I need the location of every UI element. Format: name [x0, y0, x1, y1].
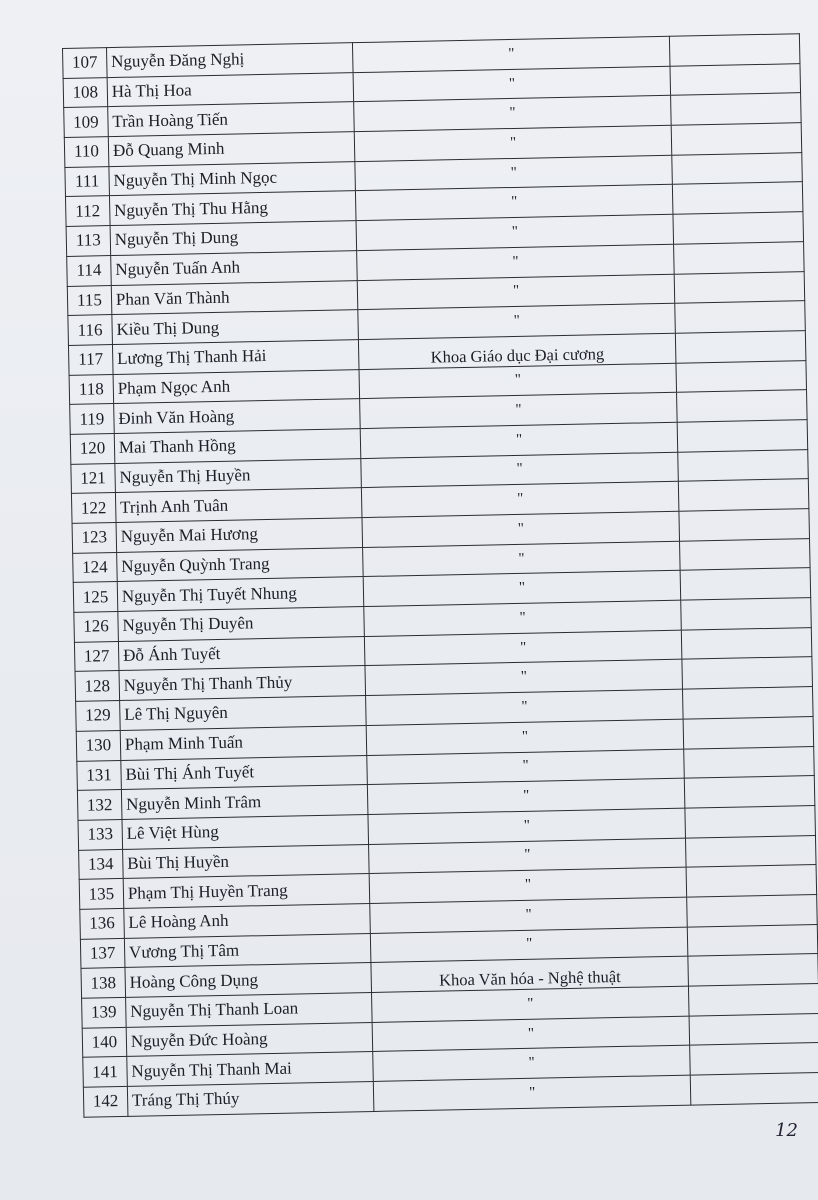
unit-cell: "	[366, 719, 684, 755]
unit-cell: "	[354, 96, 672, 132]
note-cell	[682, 657, 812, 689]
name-cell: Nguyễn Thị Thanh Mai	[127, 1052, 374, 1087]
name-cell: Nguyễn Đức Hoàng	[126, 1022, 373, 1057]
row-number-cell: 128	[75, 671, 119, 702]
note-cell	[689, 1013, 818, 1045]
unit-cell: "	[355, 155, 673, 191]
page-number: 12	[775, 1120, 798, 1141]
unit-cell: "	[361, 482, 679, 518]
row-number-cell: 134	[79, 849, 123, 880]
row-number-cell: 118	[69, 374, 113, 405]
note-cell	[680, 538, 810, 570]
note-cell	[674, 271, 804, 303]
name-cell: Nguyễn Tuấn Anh	[111, 250, 358, 285]
unit-cell: "	[368, 808, 686, 844]
note-cell	[679, 479, 809, 511]
row-number-cell: 120	[70, 433, 114, 464]
note-cell	[684, 746, 814, 778]
name-cell: Nguyễn Thị Thanh Loan	[125, 992, 372, 1027]
staff-table	[62, 33, 818, 1117]
note-cell	[682, 627, 812, 659]
row-number-cell: 116	[68, 315, 112, 346]
row-number-cell: 127	[74, 641, 118, 672]
name-cell: Nguyễn Đăng Nghị	[106, 43, 353, 78]
note-cell	[677, 420, 807, 452]
unit-cell: "	[362, 511, 680, 547]
name-cell: Trần Hoàng Tiến	[108, 102, 355, 137]
unit-cell: "	[359, 363, 677, 399]
note-cell	[670, 34, 800, 66]
unit-cell: "	[354, 125, 672, 161]
note-cell	[687, 894, 817, 926]
unit-cell: "	[353, 66, 671, 102]
row-number-cell: 111	[65, 166, 109, 197]
unit-cell: "	[369, 867, 687, 903]
row-number-cell: 137	[80, 938, 124, 969]
note-cell	[688, 954, 818, 986]
name-cell: Đỗ Quang Minh	[108, 132, 355, 167]
name-cell: Kiều Thị Dung	[112, 310, 359, 345]
row-number-cell: 142	[83, 1086, 127, 1117]
note-cell	[688, 924, 818, 956]
note-cell	[680, 568, 810, 600]
name-cell: Lương Thị Thanh Hải	[112, 339, 359, 374]
row-number-cell: 113	[66, 226, 110, 257]
row-number-cell: 139	[82, 997, 126, 1028]
row-number-cell: 138	[81, 968, 125, 999]
note-cell	[685, 805, 815, 837]
name-cell: Bùi Thị Ánh Tuyết	[121, 755, 368, 790]
row-number-cell: 126	[74, 612, 118, 643]
row-number-cell: 124	[73, 552, 117, 583]
row-number-cell: 121	[71, 463, 115, 494]
unit-cell: "	[367, 749, 685, 785]
note-cell	[678, 449, 808, 481]
unit-cell: "	[359, 392, 677, 428]
name-cell: Lê Việt Hùng	[122, 814, 369, 849]
unit-cell: "	[357, 274, 675, 310]
unit-cell: "	[356, 214, 674, 250]
unit-cell: "	[373, 1045, 691, 1081]
name-cell: Nguyễn Thị Huyền	[115, 458, 362, 493]
note-cell	[676, 360, 806, 392]
row-number-cell: 141	[83, 1057, 127, 1088]
row-number-cell: 140	[82, 1027, 126, 1058]
row-number-cell: 115	[67, 285, 111, 316]
name-cell: Đỗ Ánh Tuyết	[118, 636, 365, 671]
note-cell	[683, 687, 813, 719]
name-cell: Nguyễn Thị Thanh Thủy	[119, 666, 366, 701]
unit-cell: "	[365, 689, 683, 725]
unit-cell: "	[372, 1016, 690, 1052]
name-cell: Nguyễn Thị Duyên	[118, 607, 365, 642]
name-cell: Nguyễn Minh Trâm	[121, 785, 368, 820]
note-cell	[676, 331, 806, 363]
note-cell	[690, 1043, 818, 1075]
row-number-cell: 117	[68, 344, 112, 375]
note-cell	[686, 835, 816, 867]
unit-cell: "	[370, 927, 688, 963]
note-cell	[681, 598, 811, 630]
row-number-cell: 136	[80, 908, 124, 939]
name-cell: Phạm Thị Huyền Trang	[123, 874, 370, 909]
name-cell: Nguyễn Thị Thu Hằng	[109, 191, 356, 226]
unit-cell: "	[370, 897, 688, 933]
name-cell: Mai Thanh Hồng	[114, 429, 361, 464]
row-number-cell: 110	[64, 137, 108, 168]
row-number-cell: 108	[63, 77, 107, 108]
staff-table-wrapper	[62, 33, 818, 1117]
note-cell	[670, 63, 800, 95]
name-cell: Nguyễn Thị Tuyết Nhung	[117, 577, 364, 612]
row-number-cell: 132	[77, 790, 121, 821]
name-cell: Phạm Ngọc Anh	[113, 369, 360, 404]
unit-cell: "	[368, 838, 686, 874]
name-cell: Đinh Văn Hoàng	[114, 399, 361, 434]
name-cell: Hà Thị Hoa	[107, 72, 354, 107]
note-cell	[683, 716, 813, 748]
unit-cell: "	[358, 303, 676, 339]
row-number-cell: 107	[63, 48, 107, 79]
staff-table-body	[63, 34, 818, 1117]
unit-cell: "	[361, 452, 679, 488]
note-cell	[674, 241, 804, 273]
unit-cell: Khoa Giáo dục Đại cương	[358, 333, 676, 369]
row-number-cell: 130	[76, 730, 120, 761]
note-cell	[673, 182, 803, 214]
unit-cell: "	[362, 541, 680, 577]
name-cell: Trịnh Anh Tuân	[115, 488, 362, 523]
unit-cell: "	[357, 244, 675, 280]
unit-cell: "	[364, 600, 682, 636]
note-cell	[671, 93, 801, 125]
unit-cell: "	[364, 630, 682, 666]
name-cell: Tráng Thị Thúy	[127, 1082, 374, 1117]
name-cell: Nguyễn Quỳnh Trang	[117, 547, 364, 582]
note-cell	[689, 984, 818, 1016]
unit-cell: "	[367, 778, 685, 814]
name-cell: Nguyễn Thị Dung	[110, 221, 357, 256]
row-number-cell: 135	[79, 879, 123, 910]
unit-cell: "	[363, 571, 681, 607]
row-number-cell: 125	[73, 582, 117, 613]
note-cell	[686, 865, 816, 897]
unit-cell: "	[373, 1075, 691, 1111]
name-cell: Bùi Thị Huyền	[122, 844, 369, 879]
unit-cell: "	[360, 422, 678, 458]
note-cell	[691, 1073, 818, 1105]
note-cell	[673, 212, 803, 244]
row-number-cell: 129	[76, 701, 120, 732]
note-cell	[672, 123, 802, 155]
row-number-cell: 131	[77, 760, 121, 791]
unit-cell: "	[365, 660, 683, 696]
unit-cell: "	[355, 185, 673, 221]
unit-cell: Khoa Văn hóa - Nghệ thuật	[371, 956, 689, 992]
name-cell: Vương Thị Tâm	[124, 933, 371, 968]
row-number-cell: 133	[78, 819, 122, 850]
note-cell	[679, 509, 809, 541]
row-number-cell: 114	[67, 255, 111, 286]
row-number-cell: 122	[71, 493, 115, 524]
name-cell: Nguyễn Thị Minh Ngọc	[109, 161, 356, 196]
row-number-cell: 109	[64, 107, 108, 138]
note-cell	[685, 776, 815, 808]
name-cell: Lê Thị Nguyên	[119, 696, 366, 731]
name-cell: Nguyễn Mai Hương	[116, 518, 363, 553]
note-cell	[675, 301, 805, 333]
name-cell: Hoàng Công Dụng	[125, 963, 372, 998]
row-number-cell: 123	[72, 523, 116, 554]
row-number-cell: 112	[65, 196, 109, 227]
note-cell	[672, 152, 802, 184]
row-number-cell: 119	[70, 404, 114, 435]
name-cell: Phan Văn Thành	[111, 280, 358, 315]
name-cell: Phạm Minh Tuấn	[120, 725, 367, 760]
unit-cell: "	[352, 36, 670, 72]
unit-cell: "	[371, 986, 689, 1022]
note-cell	[677, 390, 807, 422]
name-cell: Lê Hoàng Anh	[124, 903, 371, 938]
